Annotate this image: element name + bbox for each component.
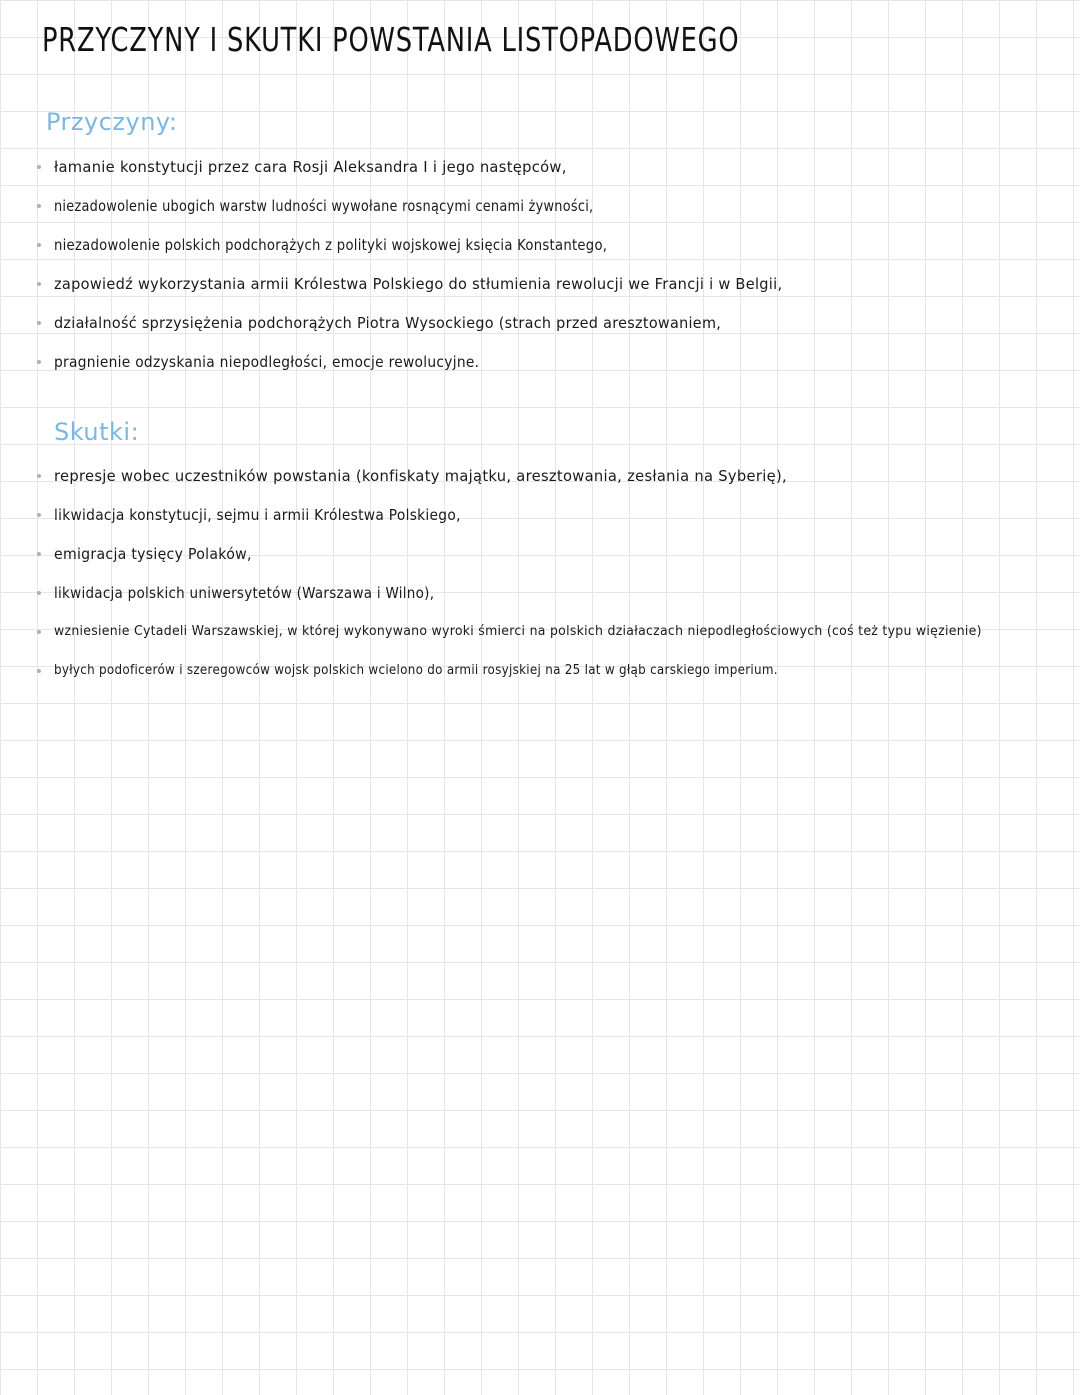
effects-heading: Skutki:	[54, 418, 140, 446]
effect-item-text: byłych podoficerów i szeregowców wojsk polskich wcielono do armii rosyjskiej na 25 lat w głąb carskiego imperium.	[54, 663, 778, 678]
cause-item-text: niezadowolenie polskich podchorążych z polityki wojskowej księcia Konstantego,	[54, 236, 608, 254]
bullet-dot-icon	[37, 165, 41, 169]
effect-item-text: emigracja tysięcy Polaków,	[54, 545, 252, 563]
effect-item-text: likwidacja konstytucji, sejmu i armii Królestwa Polskiego,	[54, 506, 461, 524]
causes-heading: Przyczyny:	[46, 108, 178, 136]
bullet-dot-icon	[37, 591, 41, 595]
cause-item-text: łamanie konstytucji przez cara Rosji Aleksandra I i jego następców,	[54, 158, 567, 176]
bullet-dot-icon	[37, 552, 41, 556]
bullet-dot-icon	[37, 513, 41, 517]
bullet-dot-icon	[37, 669, 41, 673]
cause-item-text: pragnienie odzyskania niepodległości, emocje rewolucyjne.	[54, 353, 480, 371]
bullet-dot-icon	[37, 321, 41, 325]
page-title: PRZYCZYNY I SKUTKI POWSTANIA LISTOPADOWEGO	[42, 20, 740, 59]
effect-item-text: likwidacja polskich uniwersytetów (Warszawa i Wilno),	[54, 584, 435, 602]
bullet-dot-icon	[37, 282, 41, 286]
cause-item-text: zapowiedź wykorzystania armii Królestwa Polskiego do stłumienia rewolucji we Francji i w Belgii,	[54, 275, 783, 293]
bullet-dot-icon	[37, 204, 41, 208]
cause-item-text: działalność sprzysiężenia podchorążych Piotra Wysockiego (strach przed aresztowaniem,	[54, 314, 722, 332]
bullet-dot-icon	[37, 360, 41, 364]
cause-item-text: niezadowolenie ubogich warstw ludności wywołane rosnącymi cenami żywności,	[54, 197, 594, 215]
effect-item-text: represje wobec uczestników powstania (konfiskaty majątku, aresztowania, zesłania na Syberię),	[54, 467, 787, 485]
bullet-dot-icon	[37, 243, 41, 247]
bullet-dot-icon	[37, 474, 41, 478]
bullet-dot-icon	[37, 630, 41, 634]
effect-item-text: wzniesienie Cytadeli Warszawskiej, w której wykonywano wyroki śmierci na polskich działaczach niepodległościowych (coś też typu więzienie)	[54, 624, 982, 639]
